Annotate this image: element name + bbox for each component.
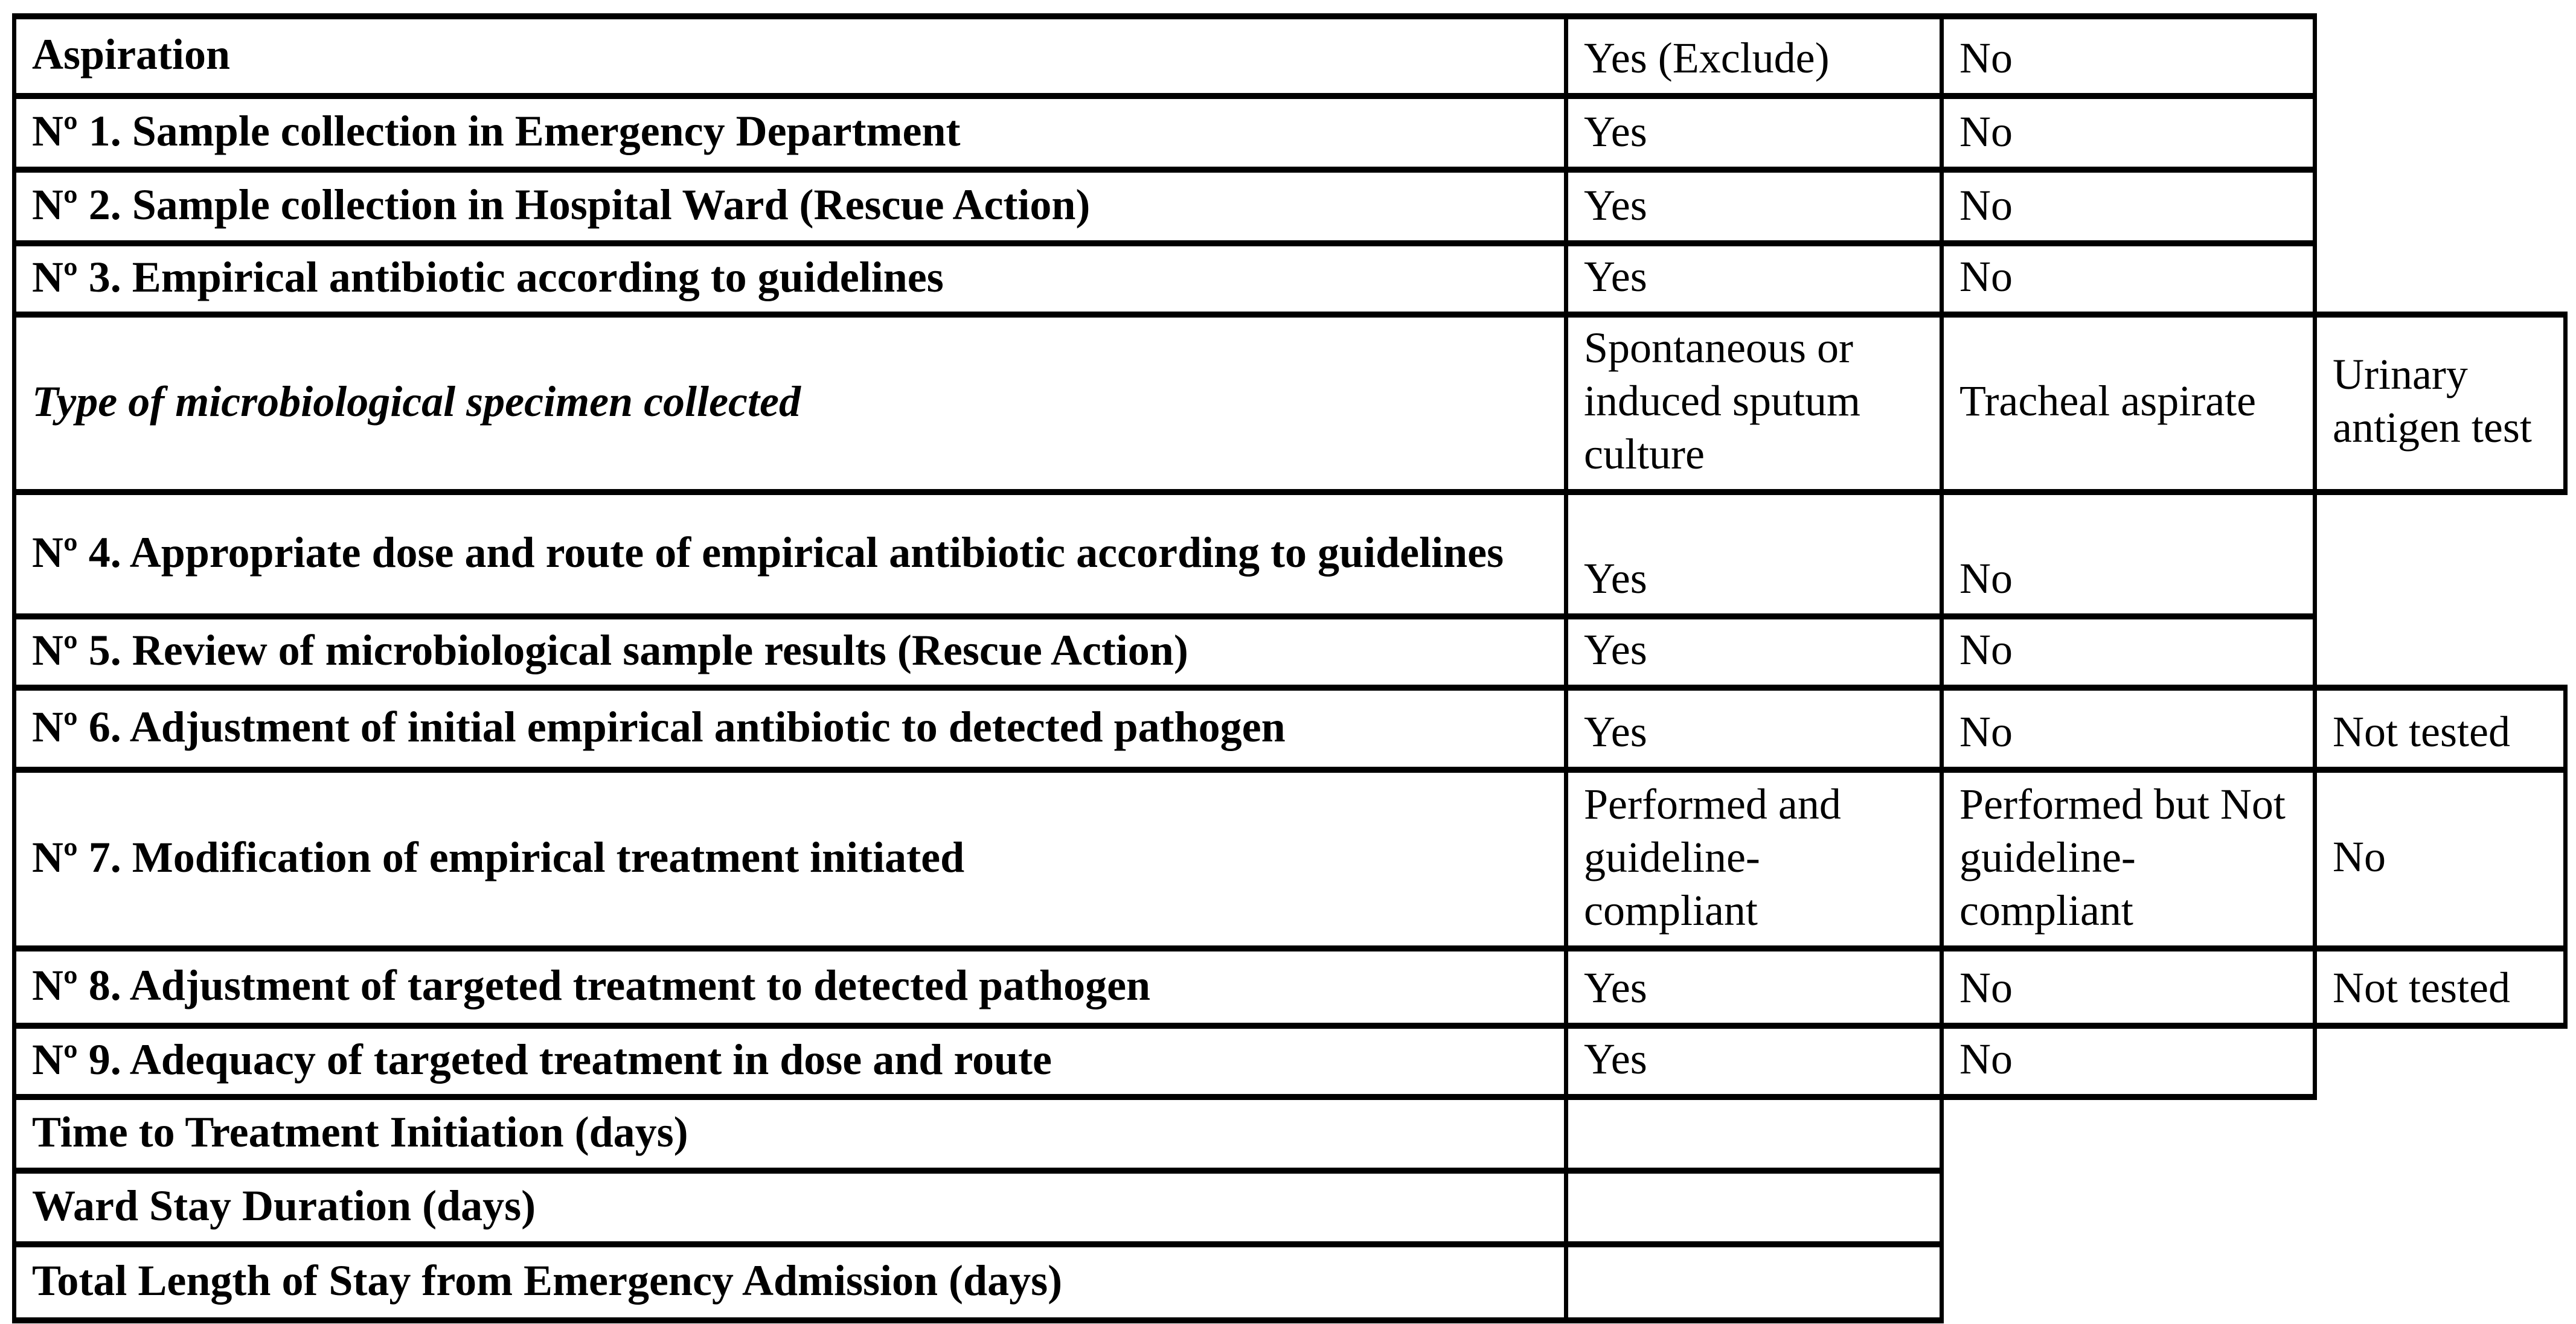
indicator-7-compliant-cell: Performed and guideline-compliant xyxy=(1566,770,1942,948)
table-row-indicator-6 xyxy=(14,688,2566,770)
row-label-aspiration: Aspiration xyxy=(14,16,1566,96)
indicator-6-yes-cell: Yes xyxy=(1566,688,1942,770)
indicator-6-not-tested-cell: Not tested xyxy=(2315,688,2566,770)
table-row-time-to-treatment xyxy=(14,1097,2566,1171)
indicator-8-not-tested-cell: Not tested xyxy=(2315,948,2566,1026)
indicator-8-yes-cell: Yes xyxy=(1566,948,1942,1026)
table-row-total-length-of-stay xyxy=(14,1244,2566,1320)
table-row-indicator-1 xyxy=(14,96,2566,170)
table-row-indicator-3 xyxy=(14,243,2566,315)
table-row-indicator-8 xyxy=(14,948,2566,1026)
indicator-5-yes-cell: Yes xyxy=(1566,616,1942,688)
row-label-indicator-7: Nº 7. Modification of empirical treatment initiated xyxy=(14,770,1566,948)
indicator-1-no-cell: No xyxy=(1942,96,2315,170)
indicator-2-yes-cell: Yes xyxy=(1566,170,1942,243)
row-label-indicator-2: Nº 2. Sample collection in Hospital Ward (Rescue Action) xyxy=(14,170,1566,243)
table-row-indicator-9 xyxy=(14,1026,2566,1097)
table-row-indicator-4 xyxy=(14,492,2566,616)
indicator-9-yes-cell: Yes xyxy=(1566,1026,1942,1097)
specimen-sputum-culture-cell: Spontaneous or induced sputum culture xyxy=(1566,315,1942,492)
row-label-specimen-type: Type of microbiological specimen collected xyxy=(14,315,1566,492)
table-row-ward-stay xyxy=(14,1171,2566,1244)
total-length-of-stay-value-cell xyxy=(1566,1244,1942,1320)
indicator-3-no-cell: No xyxy=(1942,243,2315,315)
row-label-indicator-3: Nº 3. Empirical antibiotic according to guidelines xyxy=(14,243,1566,315)
row-label-indicator-6: Nº 6. Adjustment of initial empirical antibiotic to detected pathogen xyxy=(14,688,1566,770)
row-label-indicator-5: Nº 5. Review of microbiological sample results (Rescue Action) xyxy=(14,616,1566,688)
row-label-indicator-1: Nº 1. Sample collection in Emergency Department xyxy=(14,96,1566,170)
specimen-urinary-antigen-cell: Urinary antigen test xyxy=(2315,315,2566,492)
clinical-indicators-table xyxy=(12,13,2568,1323)
row-label-ward-stay: Ward Stay Duration (days) xyxy=(14,1171,1566,1244)
row-label-total-length-of-stay: Total Length of Stay from Emergency Admission (days) xyxy=(14,1244,1566,1320)
indicator-4-yes-cell: Yes xyxy=(1566,492,1942,616)
indicator-2-no-cell: No xyxy=(1942,170,2315,243)
ward-stay-value-cell xyxy=(1566,1171,1942,1244)
indicator-6-no-cell: No xyxy=(1942,688,2315,770)
row-label-time-to-treatment: Time to Treatment Initiation (days) xyxy=(14,1097,1566,1171)
aspiration-yes-exclude-cell: Yes (Exclude) xyxy=(1566,16,1942,96)
row-label-indicator-4: Nº 4. Appropriate dose and route of empirical antibiotic according to guidelines xyxy=(14,492,1566,616)
indicator-1-yes-cell: Yes xyxy=(1566,96,1942,170)
time-to-treatment-value-cell xyxy=(1566,1097,1942,1171)
indicator-5-no-cell: No xyxy=(1942,616,2315,688)
table-row-specimen-type xyxy=(14,315,2566,492)
indicator-9-no-cell: No xyxy=(1942,1026,2315,1097)
table-row-aspiration xyxy=(14,16,2566,96)
aspiration-no-cell: No xyxy=(1942,16,2315,96)
indicator-8-no-cell: No xyxy=(1942,948,2315,1026)
specimen-tracheal-aspirate-cell: Tracheal aspirate xyxy=(1942,315,2315,492)
row-label-indicator-9: Nº 9. Adequacy of targeted treatment in dose and route xyxy=(14,1026,1566,1097)
table-row-indicator-5 xyxy=(14,616,2566,688)
table-row-indicator-7 xyxy=(14,770,2566,948)
indicator-4-no-cell: No xyxy=(1942,492,2315,616)
indicator-3-yes-cell: Yes xyxy=(1566,243,1942,315)
row-label-indicator-8: Nº 8. Adjustment of targeted treatment to detected pathogen xyxy=(14,948,1566,1026)
indicator-7-not-compliant-cell: Performed but Not guideline-compliant xyxy=(1942,770,2315,948)
table-row-indicator-2 xyxy=(14,170,2566,243)
indicator-7-no-cell: No xyxy=(2315,770,2566,948)
